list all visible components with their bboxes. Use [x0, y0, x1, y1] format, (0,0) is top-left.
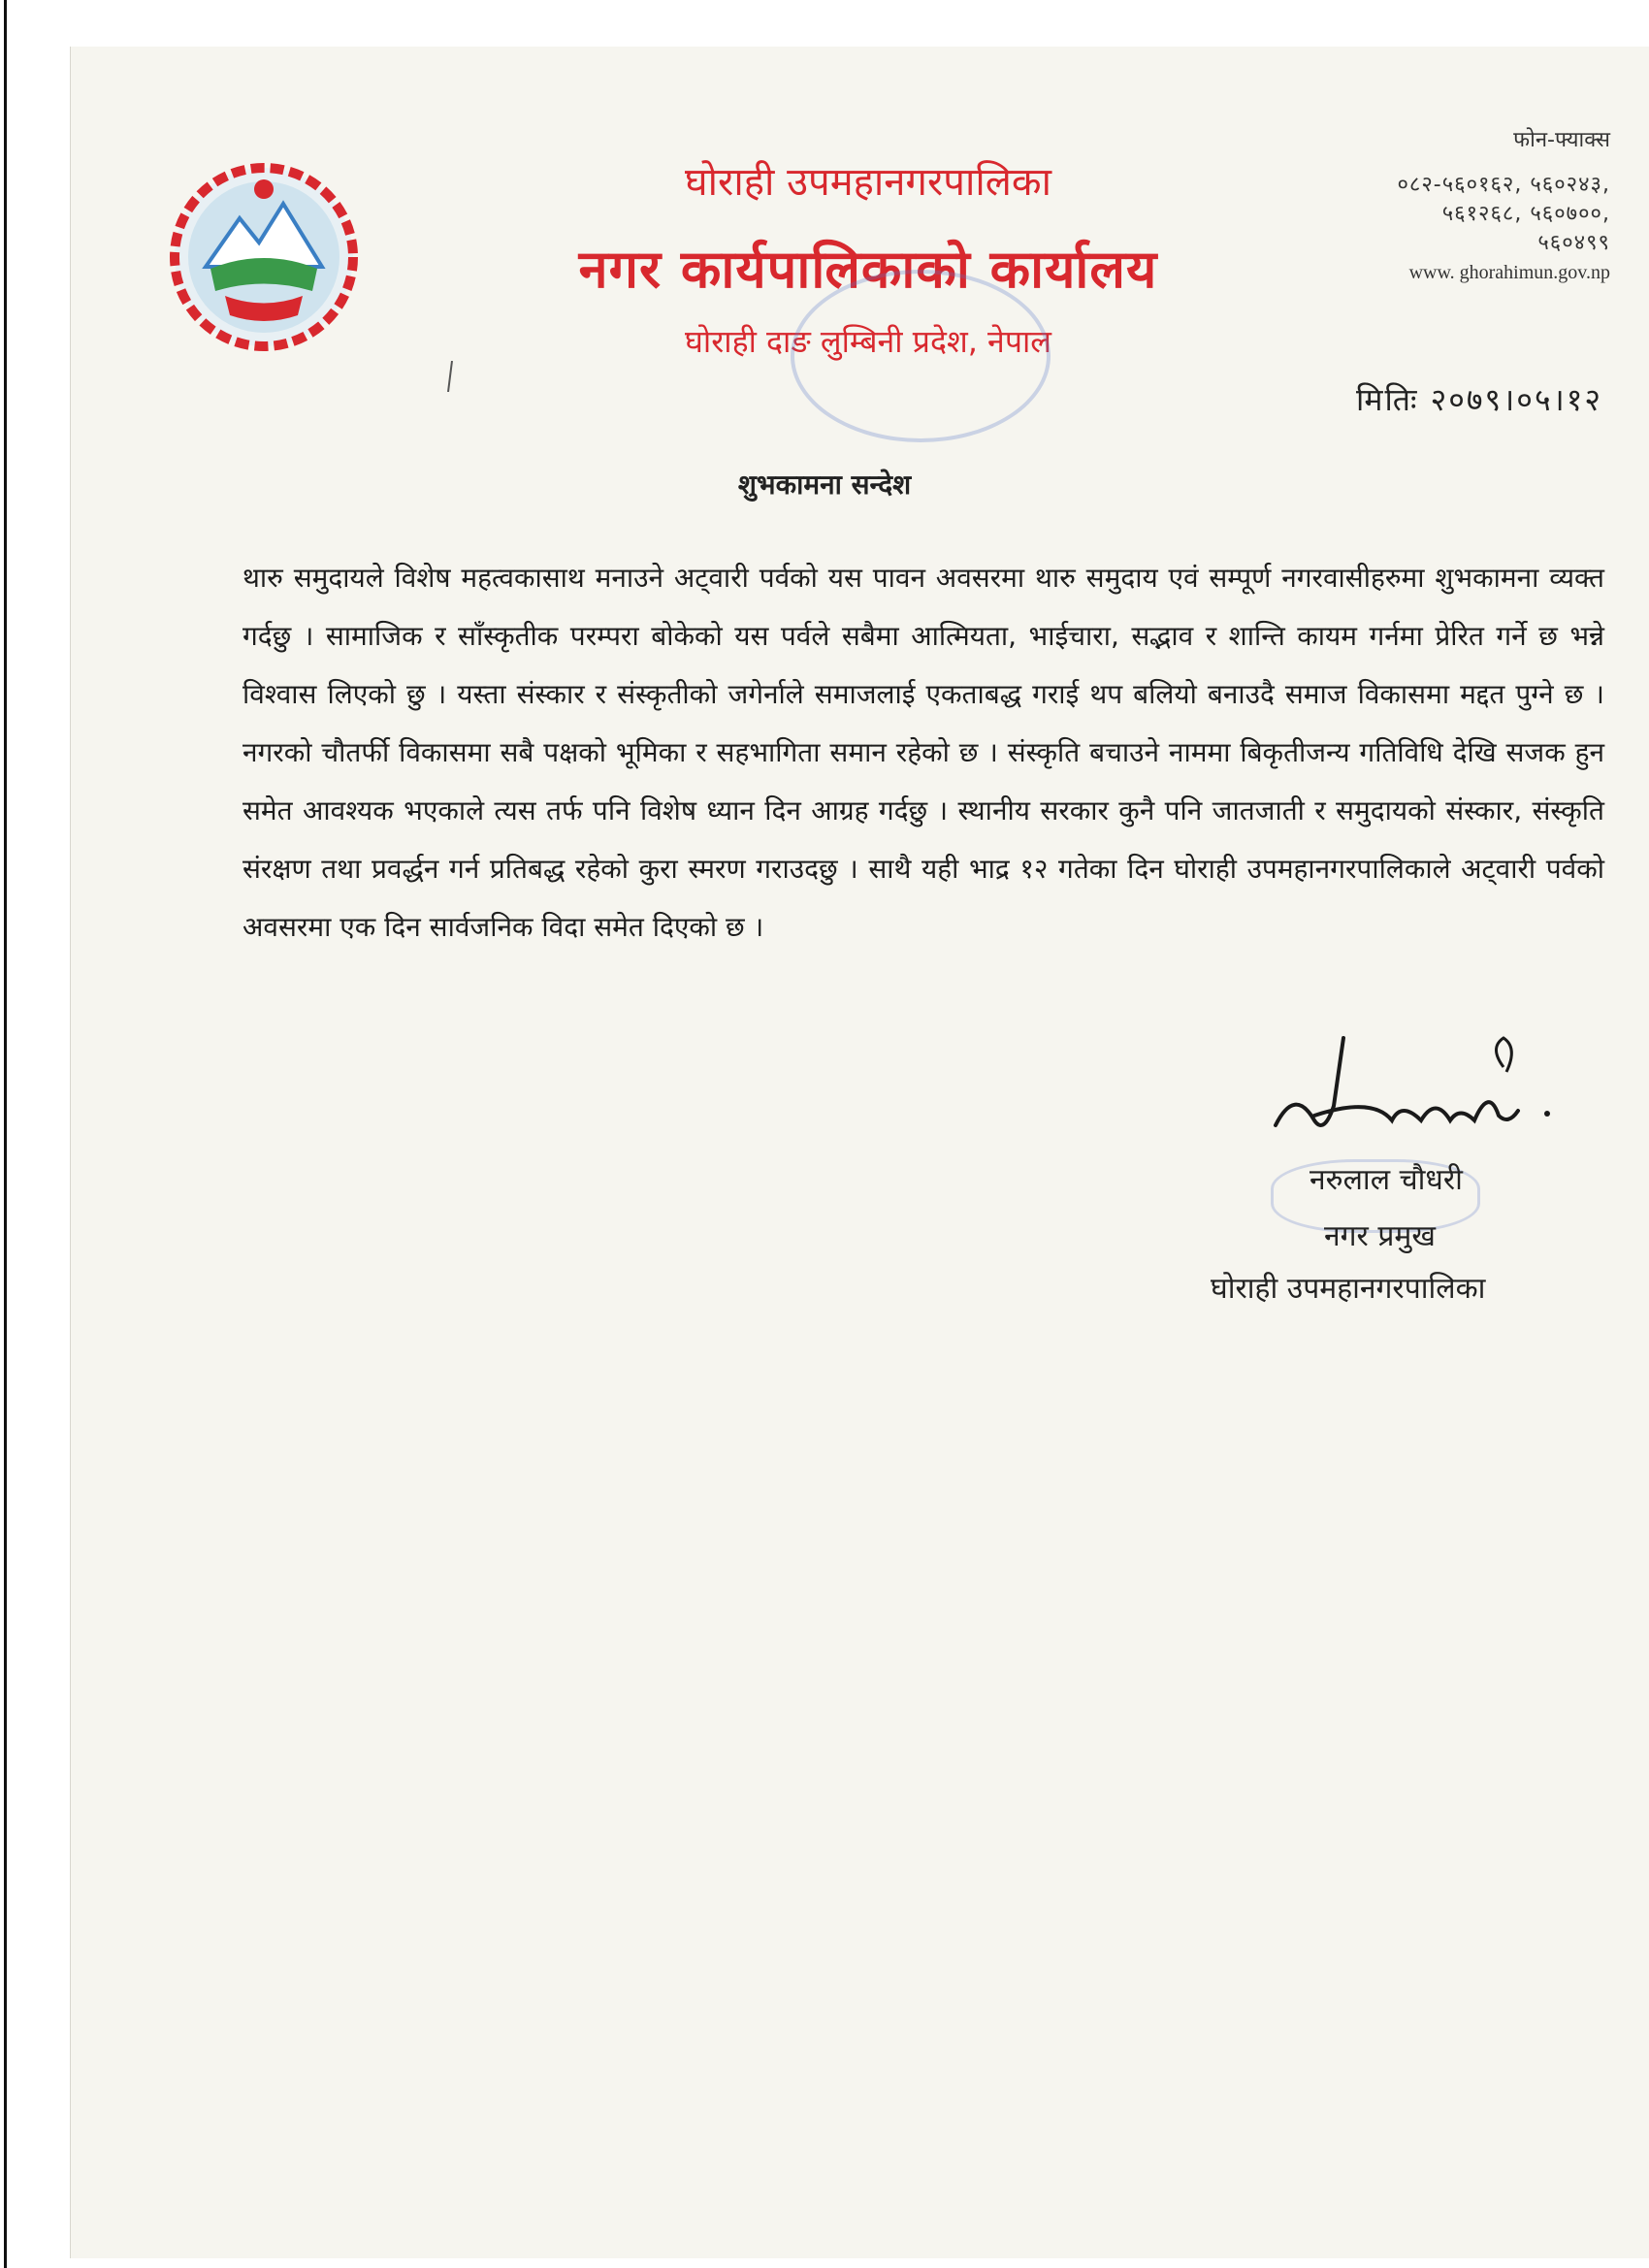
office-title: नगर कार्यपालिकाको कार्यालय [578, 239, 1158, 300]
office-address: घोराही दाङ लुम्बिनी प्रदेश, नेपाल [685, 323, 1051, 360]
scan-edge-line [4, 0, 7, 2268]
phone-numbers-line-3: ५६०४९९ [1537, 231, 1610, 255]
signatory-title: नगर प्रमुख [1324, 1219, 1436, 1253]
pen-mark-icon [446, 361, 454, 392]
contact-block [1397, 124, 1610, 284]
signatory-name: नरुलाल चौधरी [1310, 1163, 1463, 1197]
municipality-name: घोराही उपमहानगरपालिका [685, 160, 1051, 205]
letter-body [242, 549, 1604, 956]
letter-subject: शुभकामना सन्देश [737, 469, 912, 501]
phone-numbers-line-2: ५६१२६८, ५६०७००, [1441, 202, 1610, 226]
website-url: www. ghorahimun.gov.np [1408, 262, 1610, 283]
body-paragraph: थारु समुदायले विशेष महत्वकासाथ मनाउने अट्वारी पर्वको यस पावन अवसरमा थारु समुदाय एवं सम्पूर्ण नगरवासीहरुमा शुभकामना व्यक्त गर्दछु । सामाजिक र साँस्कृतीक परम्परा बोकेको यस पर्वले सबैमा आत्मियता, भाईचारा, सद्भाव र शान्ति कायम गर्नमा प्रेरित गर्ने छ भन्ने विश्वास लिएको छु । यस्ता संस्कार र संस्कृतीको जगेर्नाले समाजलाई एकताबद्ध गराई थप बलियो बनाउदै समाज विकासमा मद्दत पुग्ने छ । नगरको चौतर्फी विकासमा सबै पक्षको भूमिका र सहभागिता समान रहेको छ । संस्कृति बचाउने नाममा बिकृतीजन्य गतिविधि देखि सजक हुन समेत आवश्यक भएकाले त्यस तर्फ पनि विशेष ध्यान दिन आग्रह गर्दछु । स्थानीय सरकार कुनै पनि जातजाती र समुदायको संस्कार, संस्कृति संरक्षण तथा प्रवर्द्धन गर्न प्रतिबद्ध रहेको कुरा स्मरण गराउदछु । साथै यही भाद्र १२ गतेका दिन घोराही उपमहानगरपालिकाले अट्वारी पर्वको अवसरमा एक दिन सार्वजनिक विदा समेत दिएको छ । [242, 562, 1604, 943]
office-stamp-icon [791, 270, 1051, 442]
letter-date: मितिः २०७९।०५।१२ [1356, 381, 1602, 418]
phone-fax-label: फोन-फ्याक्स [1513, 128, 1610, 152]
phone-numbers-line-1: ०८२-५६०१६२, ५६०२४३, [1397, 173, 1610, 197]
signatory-organization: घोराही उपमहानगरपालिका [1211, 1272, 1486, 1306]
handwritten-signature-icon [1256, 1028, 1576, 1154]
